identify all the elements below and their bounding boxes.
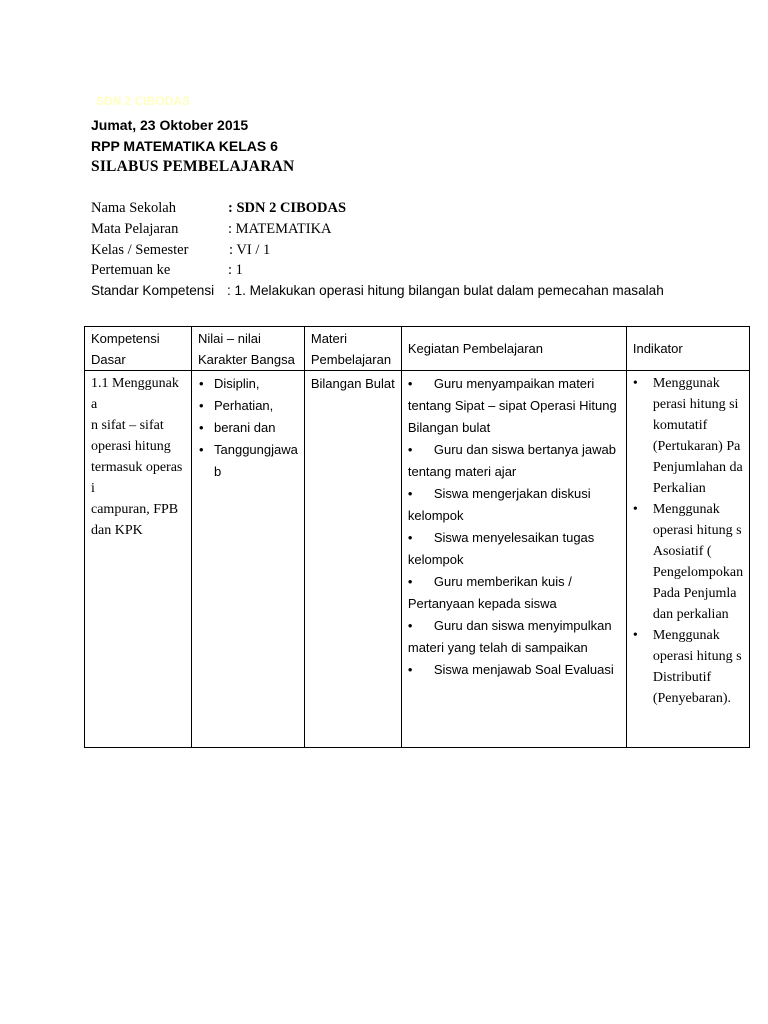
cell-line: campuran, FPB bbox=[91, 502, 179, 517]
info-value: : SDN 2 CIBODAS bbox=[228, 200, 347, 216]
bullet-list bbox=[198, 373, 298, 483]
header-line: Materi bbox=[310, 330, 347, 346]
header-line: Karakter Bangsa bbox=[198, 351, 295, 367]
header-line: Indikator bbox=[632, 341, 683, 356]
list-item: • Guru dan siswa bertanya jawab tentang materi ajar bbox=[408, 439, 620, 483]
cell-line: termasuk operasi bbox=[91, 460, 183, 496]
cell-line: Distributif bbox=[652, 670, 712, 685]
header-line: Kompetensi bbox=[91, 330, 160, 346]
cell-line: perasi hitung si bbox=[652, 397, 739, 412]
info-label: Nama Sekolah bbox=[91, 200, 176, 216]
cell-line: operasi hitung s bbox=[652, 649, 742, 664]
list-item: • Disiplin, bbox=[198, 373, 298, 395]
bullet-list bbox=[633, 373, 743, 709]
cell-line: Penjumlahan da bbox=[652, 460, 743, 475]
header-materi bbox=[304, 327, 401, 371]
cell-line: • Menggunak bbox=[652, 502, 720, 517]
bullet-list bbox=[408, 373, 620, 681]
table-row bbox=[85, 371, 750, 748]
info-label: Kelas / Semester bbox=[91, 242, 189, 258]
cell-line: 1.1 Menggunaka bbox=[91, 376, 179, 412]
table-header-row bbox=[85, 327, 750, 371]
cell-kompetensi-dasar bbox=[85, 371, 192, 748]
cell-line: • Menggunak bbox=[652, 376, 720, 391]
cell-line: • Menggunak bbox=[652, 628, 720, 643]
info-value: : MATEMATIKA bbox=[228, 221, 332, 237]
cell-materi: Bilangan Bulat bbox=[304, 371, 401, 748]
date-heading: Jumat, 23 Oktober 2015 bbox=[91, 117, 249, 133]
header-line: Kegiatan Pembelajaran bbox=[407, 341, 544, 356]
list-item: • Siswa menyelesaikan tugas kelompok bbox=[408, 527, 620, 571]
page-title: SILABUS PEMBELAJARAN bbox=[91, 158, 295, 175]
header-line: Pembelajaran bbox=[310, 351, 392, 367]
cell-line: dan perkalian bbox=[652, 607, 729, 622]
list-item: • berani dan bbox=[198, 417, 298, 439]
cell-line: (Pertukaran) Pa bbox=[652, 439, 741, 454]
cell-line: n sifat – sifat bbox=[91, 418, 164, 433]
list-item: • Guru menyampaikan materi tentang Sipat – sipat Operasi Hitung Bilangan bulat bbox=[408, 373, 620, 439]
header-indikator bbox=[626, 327, 749, 371]
list-item: • Perhatian, bbox=[198, 395, 298, 417]
list-item bbox=[633, 499, 743, 625]
cell-line: Pada Penjumla bbox=[652, 586, 737, 601]
cell-line: komutatif bbox=[652, 418, 708, 433]
school-name-faint: SDN 2 CIBODAS bbox=[96, 94, 191, 108]
cell-line: operasi hitung s bbox=[652, 523, 742, 538]
info-label: Mata Pelajaran bbox=[91, 221, 179, 237]
list-item: • Guru memberikan kuis / Pertanyaan kepada siswa bbox=[408, 571, 620, 615]
cell-line: (Penyebaran). bbox=[652, 691, 731, 706]
info-value: : VI / 1 bbox=[229, 242, 271, 258]
list-item: • Siswa menjawab Soal Evaluasi bbox=[408, 659, 620, 681]
list-item: • Tanggungjawa b bbox=[198, 439, 298, 483]
rpp-heading: RPP MATEMATIKA KELAS 6 bbox=[91, 138, 278, 154]
cell-line: Perkalian bbox=[652, 481, 706, 496]
info-label: Standar Kompetensi bbox=[91, 283, 215, 298]
header-kegiatan bbox=[401, 327, 626, 371]
list-item: • Siswa mengerjakan diskusi kelompok bbox=[408, 483, 620, 527]
header-line: Dasar bbox=[91, 351, 126, 367]
header-nilai-karakter bbox=[192, 327, 305, 371]
info-label: Pertemuan ke bbox=[91, 262, 171, 278]
cell-nilai-karakter bbox=[192, 371, 305, 748]
list-item bbox=[633, 373, 743, 499]
header-kompetensi-dasar bbox=[85, 327, 192, 371]
list-item: • Guru dan siswa menyimpulkan materi yang telah di sampaikan bbox=[408, 615, 620, 659]
info-value: : 1 bbox=[228, 262, 243, 278]
list-item bbox=[633, 625, 743, 709]
header-line: Nilai – nilai bbox=[198, 330, 261, 346]
cell-line: dan KPK bbox=[91, 523, 143, 538]
cell-line: operasi hitung bbox=[91, 439, 171, 454]
cell-kegiatan bbox=[401, 371, 626, 748]
silabus-table bbox=[84, 326, 750, 748]
cell-line: Asosiatif ( bbox=[652, 544, 712, 559]
cell-line: Pengelompokan bbox=[652, 565, 744, 580]
cell-indikator bbox=[626, 371, 749, 748]
info-value: : 1. Melakukan operasi hitung bilangan bulat dalam pemecahan masalah bbox=[227, 283, 664, 298]
